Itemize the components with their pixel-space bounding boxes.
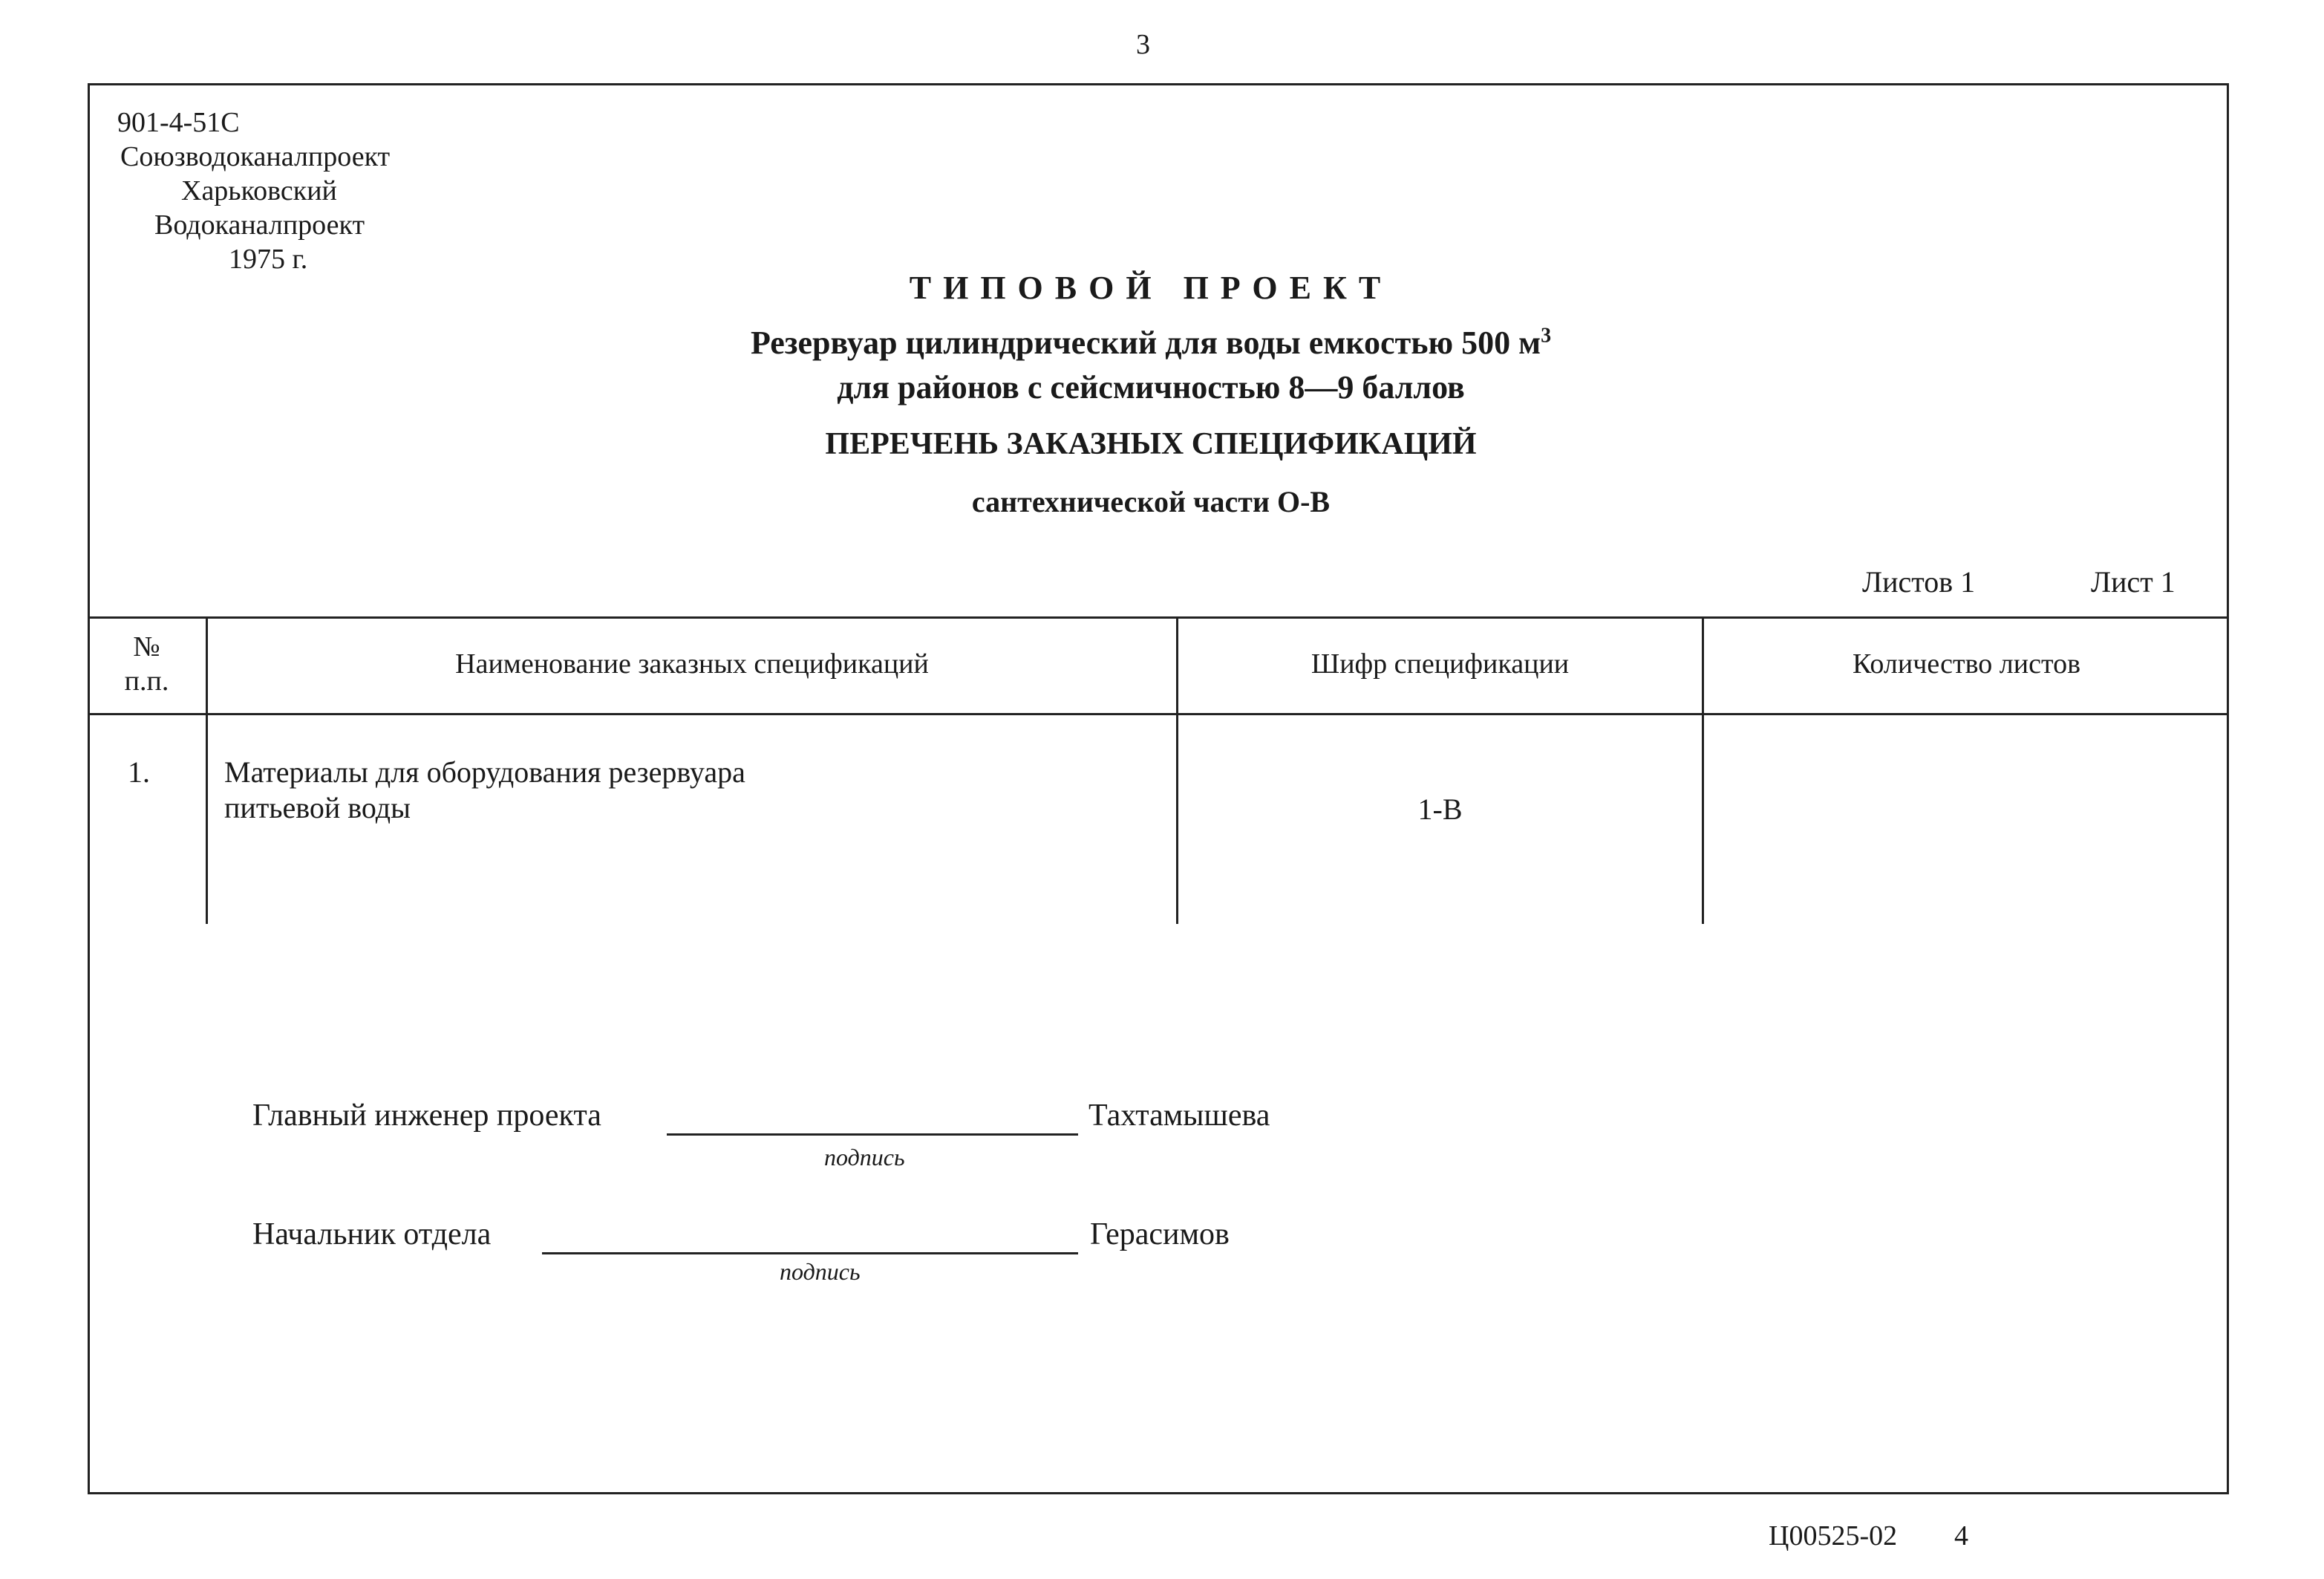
header-number-line-2: п.п. bbox=[124, 665, 169, 697]
org-name-line-1: Союзводоканалпроект bbox=[120, 141, 391, 172]
document-subtitle-2: для районов с сейсмичностью 8—9 баллов bbox=[837, 369, 1465, 406]
signature-1-line bbox=[667, 1133, 1078, 1136]
sheets-total: Листов 1 bbox=[1862, 565, 1976, 599]
subtitle-1-superscript: 3 bbox=[1541, 324, 1552, 348]
header-number bbox=[88, 630, 206, 698]
header-spec-code: Шифр спецификации bbox=[1310, 648, 1570, 680]
table-header-rule bbox=[88, 713, 2229, 715]
row-1-number: 1. bbox=[128, 755, 150, 789]
signature-2-caption: подпись bbox=[780, 1258, 861, 1285]
sheet-current: Лист 1 bbox=[2091, 565, 2176, 599]
footer-page: 4 bbox=[1954, 1520, 1968, 1552]
signature-1-name: Тахтамышева bbox=[1088, 1098, 1270, 1133]
signature-1-role: Главный инженер проекта bbox=[252, 1098, 601, 1133]
row-1-name-line-1: Материалы для оборудования резервуара bbox=[224, 755, 745, 789]
document-subheading: сантехнической части О-В bbox=[971, 485, 1331, 518]
signature-2-line bbox=[542, 1252, 1078, 1254]
page-number: 3 bbox=[1136, 29, 1150, 60]
row-1-code: 1-В bbox=[1417, 792, 1463, 826]
document-heading: ПЕРЕЧЕНЬ ЗАКАЗНЫХ СПЕЦИФИКАЦИЙ bbox=[825, 427, 1477, 461]
footer-code: Ц00525-02 bbox=[1769, 1520, 1898, 1552]
org-name-line-3: Водоканалпроект bbox=[154, 209, 365, 241]
signature-2-name: Герасимов bbox=[1090, 1217, 1230, 1251]
row-1-name-line-2: питьевой воды bbox=[224, 791, 411, 824]
project-code: 901-4-51С bbox=[117, 107, 240, 138]
org-name-line-2: Харьковский bbox=[181, 175, 337, 206]
signature-1-caption: подпись bbox=[824, 1144, 905, 1171]
signature-2-role: Начальник отдела bbox=[252, 1217, 492, 1251]
org-year: 1975 г. bbox=[229, 244, 308, 275]
document-title: ТИПОВОЙ ПРОЕКТ bbox=[909, 270, 1393, 306]
document-subtitle-1 bbox=[751, 324, 1551, 362]
subtitle-1-text: Резервуар цилиндрический для воды емкостью 500 м bbox=[750, 325, 1541, 361]
row-1-name bbox=[224, 755, 745, 826]
header-number-line-1: № bbox=[133, 631, 160, 662]
table-top-rule bbox=[88, 616, 2229, 619]
header-sheet-count: Количество листов bbox=[1852, 648, 2081, 680]
header-spec-name: Наименование заказных спецификаций bbox=[455, 648, 929, 680]
